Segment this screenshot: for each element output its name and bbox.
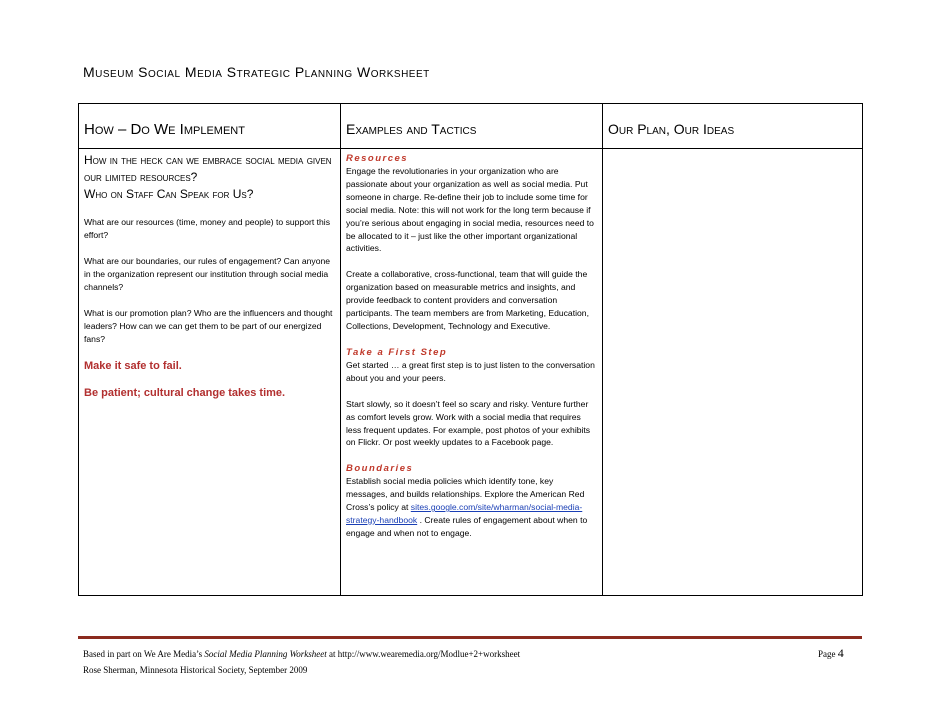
resources-question-text: What are our resources (time, money and people) to support this effort?	[84, 217, 330, 240]
footer-credit-url: at http://www.wearemedia.org/Modlue+2+worksheet	[329, 649, 521, 659]
boundaries-text-end: . Create rules of engagement about when to engage and when not to engage.	[346, 515, 588, 538]
boundaries-question-text: What are our boundaries, our rules of engagement? Can anyone in the organization represent our institution through social media channels?	[84, 256, 331, 292]
footer-rule	[78, 636, 862, 639]
body-row	[79, 149, 863, 596]
footer-credit-title: Social Media Planning Worksheet	[204, 649, 327, 659]
header-row	[79, 104, 863, 149]
tip-safe-to-fail: Make it safe to fail.	[84, 360, 182, 372]
promotion-question-text: What is our promotion plan? Who are the influencers and thought leaders? How can we can get them to be part of our energized fans?	[84, 308, 333, 344]
column-header-how: How – Do We Implement	[84, 121, 245, 138]
page-indicator	[818, 646, 844, 661]
resources-heading: Resources	[346, 153, 409, 164]
footer-credit-prefix: Based in part on We Are Media’s	[83, 649, 203, 659]
boundaries-heading: Boundaries	[346, 463, 414, 475]
page-number: 4	[837, 646, 844, 660]
footer-author: Rose Sherman, Minnesota Historical Society, September 2009	[83, 665, 308, 675]
worksheet-table	[78, 103, 863, 596]
question-resources: How in the heck can we embrace social media given our limited resources?	[84, 153, 332, 184]
first-step-heading: Take a First Step	[346, 346, 448, 358]
policy-handbook-link[interactable]: sites.google.com/site/wharman/social-media-strategy-handbook	[346, 502, 583, 526]
how-cell	[79, 149, 341, 596]
footer-credits	[83, 646, 520, 678]
first-step-paragraph-2: Start slowly, so it doesn’t feel so scary and risky. Venture further as comfort levels grow. Work with a social media that requires less frequent updates. For example, post photos of your exhibits on Flickr. Or post weekly updates to a Facebook page.	[346, 398, 591, 448]
resources-paragraph-1: Engage the revolutionaries in your organization who are passionate about your organization as well as social media. Put someone in charge. Re-define their job to include some time for social media. Note: this will not work for the long term because if you’re serious about engaging in social media, resources need to be allocated to it – just like the other important organizational activities.	[346, 166, 594, 254]
resources-paragraph-2: Create a collaborative, cross-functional, team that will guide the organization based on measurable metrics and insights, and provide feedback to content providers and conversation participants. The team members are from Marketing, Education, Collections, Development, Technology and Executive.	[346, 269, 589, 331]
plan-cell[interactable]	[603, 149, 863, 596]
page-label: Page	[818, 649, 836, 659]
footer-source-line	[83, 646, 520, 662]
boundaries-paragraph	[346, 475, 596, 540]
header-cell-how	[79, 104, 341, 149]
column-header-plan: Our Plan, Our Ideas	[608, 121, 735, 137]
examples-cell	[341, 149, 603, 596]
tip-be-patient: Be patient; cultural change takes time.	[84, 387, 286, 399]
column-header-examples: Examples and Tactics	[346, 121, 477, 137]
header-cell-plan	[603, 104, 863, 149]
header-cell-examples	[341, 104, 603, 149]
first-step-paragraph-1: Get started … a great first step is to just listen to the conversation about you and your peers.	[346, 359, 595, 383]
question-staff: Who on Staff Can Speak for Us?	[84, 187, 254, 201]
boundaries-text-start: Establish social media policies which identify tone, key messages, and builds relationships. Explore the American Red Cross’s policy at	[346, 476, 585, 513]
document-title: Museum Social Media Strategic Planning Worksheet	[83, 64, 430, 80]
